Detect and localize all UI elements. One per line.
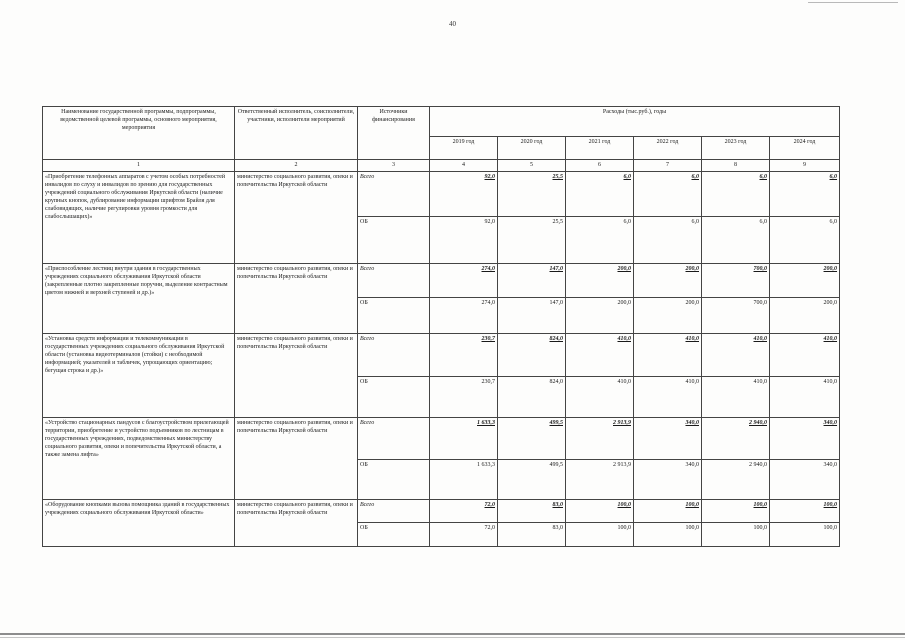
total-value: 340,0	[770, 418, 840, 460]
ob-value: 274,0	[430, 298, 498, 334]
total-value: 100,0	[634, 500, 702, 523]
column-number: 9	[770, 160, 840, 172]
ob-value: 100,0	[770, 523, 840, 547]
measure-executor: министерство социального развития, опеки и попечительства Иркутской области	[235, 500, 358, 547]
total-value: 100,0	[770, 500, 840, 523]
source-ob-label: ОБ	[358, 523, 430, 547]
ob-value: 6,0	[770, 217, 840, 264]
total-value: 2 940,0	[702, 418, 770, 460]
ob-value: 92,0	[430, 217, 498, 264]
ob-value: 100,0	[566, 523, 634, 547]
ob-value: 200,0	[634, 298, 702, 334]
total-value: 200,0	[770, 264, 840, 298]
total-value: 230,7	[430, 334, 498, 377]
ob-value: 200,0	[566, 298, 634, 334]
source-ob-label: ОБ	[358, 460, 430, 500]
source-ob-label: ОБ	[358, 298, 430, 334]
total-value: 2 913,9	[566, 418, 634, 460]
column-number: 4	[430, 160, 498, 172]
source-total-label: Всего	[358, 500, 430, 523]
total-value: 499,5	[498, 418, 566, 460]
total-value: 200,0	[634, 264, 702, 298]
total-value: 6,0	[770, 172, 840, 217]
ob-value: 410,0	[634, 377, 702, 418]
budget-table	[42, 106, 840, 547]
total-value: 25,5	[498, 172, 566, 217]
measure-name: «Установка средств информации и телекоммуникации в государственных учреждениях социального обслуживания Иркутской области (установка видеотерминалов (стойки) с необходимой информацией; указателей и табличек, упрощающих ориентацию; бегущая строка и др.)»	[43, 334, 235, 418]
ob-value: 700,0	[702, 298, 770, 334]
total-value: 100,0	[566, 500, 634, 523]
ob-value: 2 940,0	[702, 460, 770, 500]
scan-edge-line	[808, 2, 898, 3]
total-value: 72,0	[430, 500, 498, 523]
header-name: Наименование государственной программы, подпрограммы, ведомственной целевой программы, основного мероприятия, мероприятия	[43, 107, 235, 160]
column-number: 1	[43, 160, 235, 172]
ob-value: 499,5	[498, 460, 566, 500]
column-number: 8	[702, 160, 770, 172]
column-number: 6	[566, 160, 634, 172]
ob-value: 2 913,9	[566, 460, 634, 500]
measure-name: «Приобретение телефонных аппаратов с учетом особых потребностей инвалидов по слуху и инвалидов по зрению для государственных учреждений социального обслуживания Иркутской области (наличие крупных кнопок, дублирование информации шрифтом Брайля для слабовидящих, наличие регулировки уровня громкости для слабослышащих)»	[43, 172, 235, 264]
ob-value: 410,0	[770, 377, 840, 418]
ob-value: 200,0	[770, 298, 840, 334]
total-value: 410,0	[702, 334, 770, 377]
page-number: 40	[449, 20, 456, 28]
ob-value: 6,0	[566, 217, 634, 264]
measure-executor: министерство социального развития, опеки и попечительства Иркутской области	[235, 418, 358, 500]
total-value: 83,0	[498, 500, 566, 523]
ob-value: 25,5	[498, 217, 566, 264]
ob-value: 1 633,3	[430, 460, 498, 500]
total-value: 147,0	[498, 264, 566, 298]
measure-executor: министерство социального развития, опеки и попечительства Иркутской области	[235, 172, 358, 264]
column-number: 7	[634, 160, 702, 172]
source-total-label: Всего	[358, 264, 430, 298]
ob-value: 230,7	[430, 377, 498, 418]
ob-value: 340,0	[770, 460, 840, 500]
column-number: 3	[358, 160, 430, 172]
total-value: 1 633,3	[430, 418, 498, 460]
source-total-label: Всего	[358, 418, 430, 460]
header-year: 2022 год	[634, 137, 702, 160]
total-value: 410,0	[566, 334, 634, 377]
ob-value: 824,0	[498, 377, 566, 418]
header-expenses: Расходы (тыс.руб.), годы	[430, 107, 840, 137]
total-value: 340,0	[634, 418, 702, 460]
scan-edge-line	[0, 637, 905, 638]
scan-edge-line	[0, 633, 905, 635]
ob-value: 72,0	[430, 523, 498, 547]
total-value: 410,0	[770, 334, 840, 377]
header-year: 2020 год	[498, 137, 566, 160]
total-value: 6,0	[702, 172, 770, 217]
ob-value: 147,0	[498, 298, 566, 334]
total-value: 92,0	[430, 172, 498, 217]
ob-value: 83,0	[498, 523, 566, 547]
ob-value: 100,0	[634, 523, 702, 547]
header-year: 2021 год	[566, 137, 634, 160]
header-year: 2023 год	[702, 137, 770, 160]
total-value: 410,0	[634, 334, 702, 377]
measure-name: «Устройство стационарных пандусов с благоустройством прилегающей территории, приобретение и устройство подъемников по лестницам в государственных учреждениях, подведомственных министерству социального развития, опеки и попечительства Иркутской области, а также замена лифта»	[43, 418, 235, 500]
source-total-label: Всего	[358, 334, 430, 377]
total-value: 6,0	[634, 172, 702, 217]
ob-value: 6,0	[702, 217, 770, 264]
column-number: 5	[498, 160, 566, 172]
ob-value: 410,0	[702, 377, 770, 418]
total-value: 824,0	[498, 334, 566, 377]
measure-name: «Приспособление лестниц внутри здания в государственных учреждениях социального обслуживания Иркутской области (закрепленные плотно закрепленные поручни, выделение контрастным цветом нижней и верхней ступеней и др.)»	[43, 264, 235, 334]
ob-value: 6,0	[634, 217, 702, 264]
header-year: 2019 год	[430, 137, 498, 160]
ob-value: 340,0	[634, 460, 702, 500]
measure-name: «Оборудование кнопками вызова помощника зданий в государственных учреждениях социального обслуживания Иркутской области»	[43, 500, 235, 547]
header-executor: Ответственный исполнитель, соисполнители, участники, исполнители мероприятий	[235, 107, 358, 160]
source-ob-label: ОБ	[358, 377, 430, 418]
header-year: 2024 год	[770, 137, 840, 160]
total-value: 274,0	[430, 264, 498, 298]
total-value: 200,0	[566, 264, 634, 298]
source-total-label: Всего	[358, 172, 430, 217]
measure-executor: министерство социального развития, опеки и попечительства Иркутской области	[235, 264, 358, 334]
total-value: 100,0	[702, 500, 770, 523]
column-number: 2	[235, 160, 358, 172]
header-source: Источники финансирования	[358, 107, 430, 160]
measure-executor: министерство социального развития, опеки и попечительства Иркутской области	[235, 334, 358, 418]
total-value: 700,0	[702, 264, 770, 298]
total-value: 6,0	[566, 172, 634, 217]
ob-value: 410,0	[566, 377, 634, 418]
source-ob-label: ОБ	[358, 217, 430, 264]
ob-value: 100,0	[702, 523, 770, 547]
